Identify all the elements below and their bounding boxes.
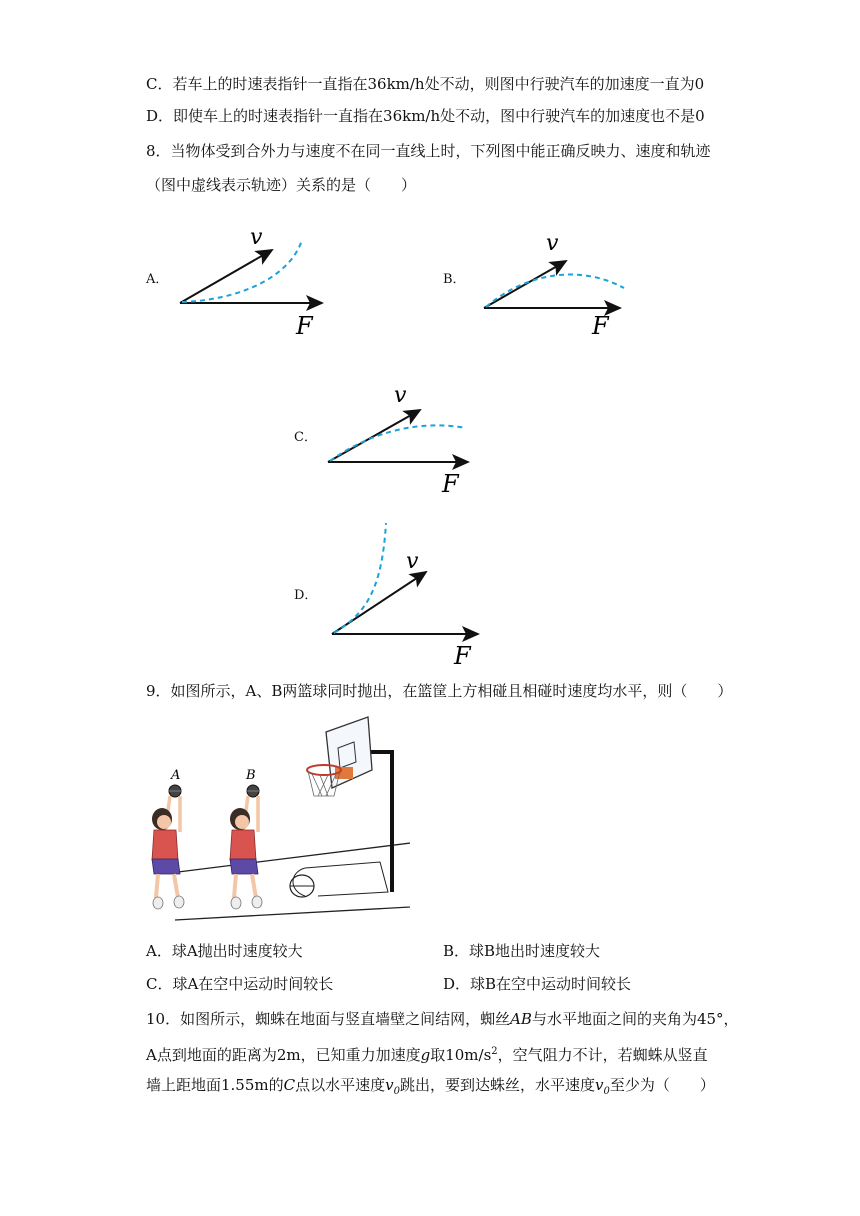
f-label: F (442, 470, 459, 497)
q9-option-d: D．球B在空中运动时间较长 (443, 975, 632, 993)
q8-option-d-diagram (322, 518, 487, 668)
q8-option-a-label: A． (146, 272, 169, 287)
q10-stem-line1: 10．如图所示，蜘蛛在地面与竖直墙壁之间结网，蜘丝AB与水平地面之间的夹角为45°， (146, 1010, 739, 1028)
q8-stem-line2: （图中虚线表示轨迹）关系的是（ ） (146, 176, 417, 194)
q9-option-b: B．球B地出时速度较大 (443, 942, 601, 960)
v-label: v (250, 225, 263, 250)
trajectory-curve (486, 275, 624, 307)
trajectory-curve (330, 425, 466, 461)
q9-basketball-figure (140, 712, 410, 927)
velocity-arrow (484, 261, 566, 308)
q8-option-d-label: D． (294, 588, 318, 603)
f-label: F (296, 312, 313, 340)
v-label: v (546, 231, 559, 256)
court-boundary (175, 830, 410, 920)
velocity-arrow (180, 250, 272, 303)
q7-option-c: C．若车上的时速表指针一直指在36km/h处不动，则图中行驶汽车的加速度一直为0 (146, 75, 705, 93)
v-label: v (406, 549, 419, 574)
q10-stem-line2: A点到地面的距离为2m，已知重力加速度g取$10m/s^2$，空气阻力不计，若蜘蛛从竖直 (146, 1046, 708, 1064)
label-b: B (246, 768, 256, 783)
q8-stem-line1: 8．当物体受到合外力与速度不在同一直线上时，下列图中能正确反映力、速度和轨迹 (146, 142, 711, 160)
player-b (230, 785, 262, 909)
label-a: A (171, 768, 181, 783)
q10-stem-line3: 墙上距地面1.55m的C点以水平速度$v_0$跳出，要到达蛛丝，水平速度$v_0$至少为（ ） (146, 1076, 715, 1097)
v-label: v (394, 383, 407, 408)
f-label: F (592, 312, 609, 338)
trajectory-curve (182, 240, 302, 302)
q8-option-c-diagram (318, 382, 483, 497)
q7-option-d: D．即使车上的时速表指针一直指在36km/h处不动，图中行驶汽车的加速度也不是0 (146, 107, 705, 125)
q8-option-a-diagram (170, 222, 340, 342)
q9-stem: 9．如图所示，A、B两篮球同时抛出，在篮筐上方相碰且相碰时速度均水平，则（ ） (146, 682, 733, 700)
q8-option-c-label: C． (294, 430, 317, 445)
q9-option-c: C．球A在空中运动时间较长 (146, 975, 334, 993)
q8-option-b-label: B． (443, 272, 466, 287)
free-throw-lane (305, 862, 388, 896)
free-throw-arc (293, 868, 305, 896)
q8-option-b-diagram (474, 228, 634, 338)
f-label: F (454, 642, 471, 668)
q9-option-a: A．球A抛出时速度较大 (146, 942, 303, 960)
velocity-arrow (332, 572, 426, 634)
player-a (152, 785, 184, 909)
